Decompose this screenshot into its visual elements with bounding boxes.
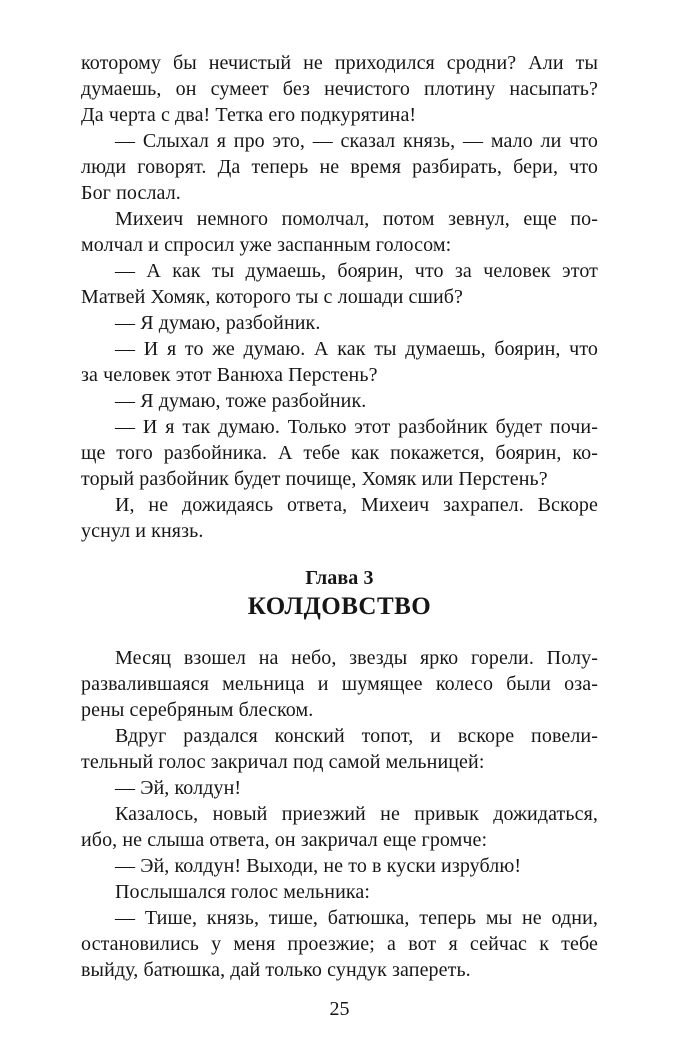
text-line: — И я так думаю. Только этот разбойник будет почи- [115,416,598,438]
paragraph [81,879,598,905]
text-line: Вдруг раздался конский топот, и вскоре повели- [115,725,598,747]
paragraph [81,50,598,128]
paragraph [81,645,598,723]
text-line: люди говорят. Да теперь не время разбирать, бери, что [81,156,598,178]
text-line: — Тише, князь, тише, батюшка, теперь мы не одни, [115,907,598,929]
text-line: торый разбойник будет почище, Хомяк или Перстень? [81,468,548,490]
text-line: за человек этот Ванюха Перстень? [81,364,378,386]
text-line: — Эй, колдун! Выходи, не то в куски изрублю! [115,855,522,877]
chapter-kicker: Глава 3 [305,567,374,589]
text-line: молчал и спросил уже заспанным голосом: [81,234,452,256]
text-line: Казалось, новый приезжий не привык дожидаться, [115,803,598,825]
chapter-title: КОЛДОВСТВО [247,593,432,620]
text-block [81,0,598,983]
paragraph [81,206,598,258]
text-line: — Слыхал я про это, — сказал князь, — мало ли что [115,130,598,152]
page-number: 25 [329,998,350,1020]
text-line: Матвей Хомяк, которого ты с лошади сшиб? [81,286,464,308]
text-line: — И я то же думаю. А как ты думаешь, боярин, что [115,338,598,360]
text-line: Михеич немного помолчал, потом зевнул, еще по- [115,208,598,230]
paragraph [81,801,598,853]
chapter-heading [81,565,598,622]
text-line: — А как ты думаешь, боярин, что за человек этот [115,260,598,282]
paragraph [81,336,598,388]
paragraph [81,310,598,336]
paragraph [81,492,598,544]
text-line: остановились у меня проезжие; а вот я сейчас к тебе [81,933,598,955]
text-line: Да черта с два! Тетка его подкурятина! [81,104,417,126]
text-line: ще того разбойника. А тебе как покажется, боярин, ко- [81,442,598,464]
text-line: Бог послал. [81,182,181,204]
paragraph [81,905,598,983]
paragraph [81,128,598,206]
text-line: Послышался голос мельника: [115,881,371,903]
paragraph [81,414,598,492]
paragraph [81,775,598,801]
paragraph [81,723,598,775]
text-line: тельный голос закричал под самой мельницей: [81,751,485,773]
text-line: уснул и князь. [81,520,204,542]
paragraph [81,258,598,310]
text-line: рены серебряным блеском. [81,699,314,721]
text-line: выйду, батюшка, дай только сундук запереть. [81,959,471,981]
text-line: которому бы нечистый не приходился сродни? Али ты [81,52,598,74]
text-line: развалившаяся мельница и шумящее колесо были оза- [81,673,598,695]
text-line: — Я думаю, разбойник. [115,312,321,334]
paragraph [81,388,598,414]
text-line: думаешь, он сумеет без нечистого плотину насыпать? [81,78,598,100]
text-line: ибо, не слыша ответа, он закричал еще громче: [81,829,488,851]
text-line: И, не дожидаясь ответа, Михеич захрапел. Вскоре [115,494,598,516]
text-line: — Я думаю, тоже разбойник. [115,390,367,412]
text-line: — Эй, колдун! [115,777,242,799]
paragraph [81,853,598,879]
text-line: Месяц взошел на небо, звезды ярко горели. Полу- [115,647,598,669]
